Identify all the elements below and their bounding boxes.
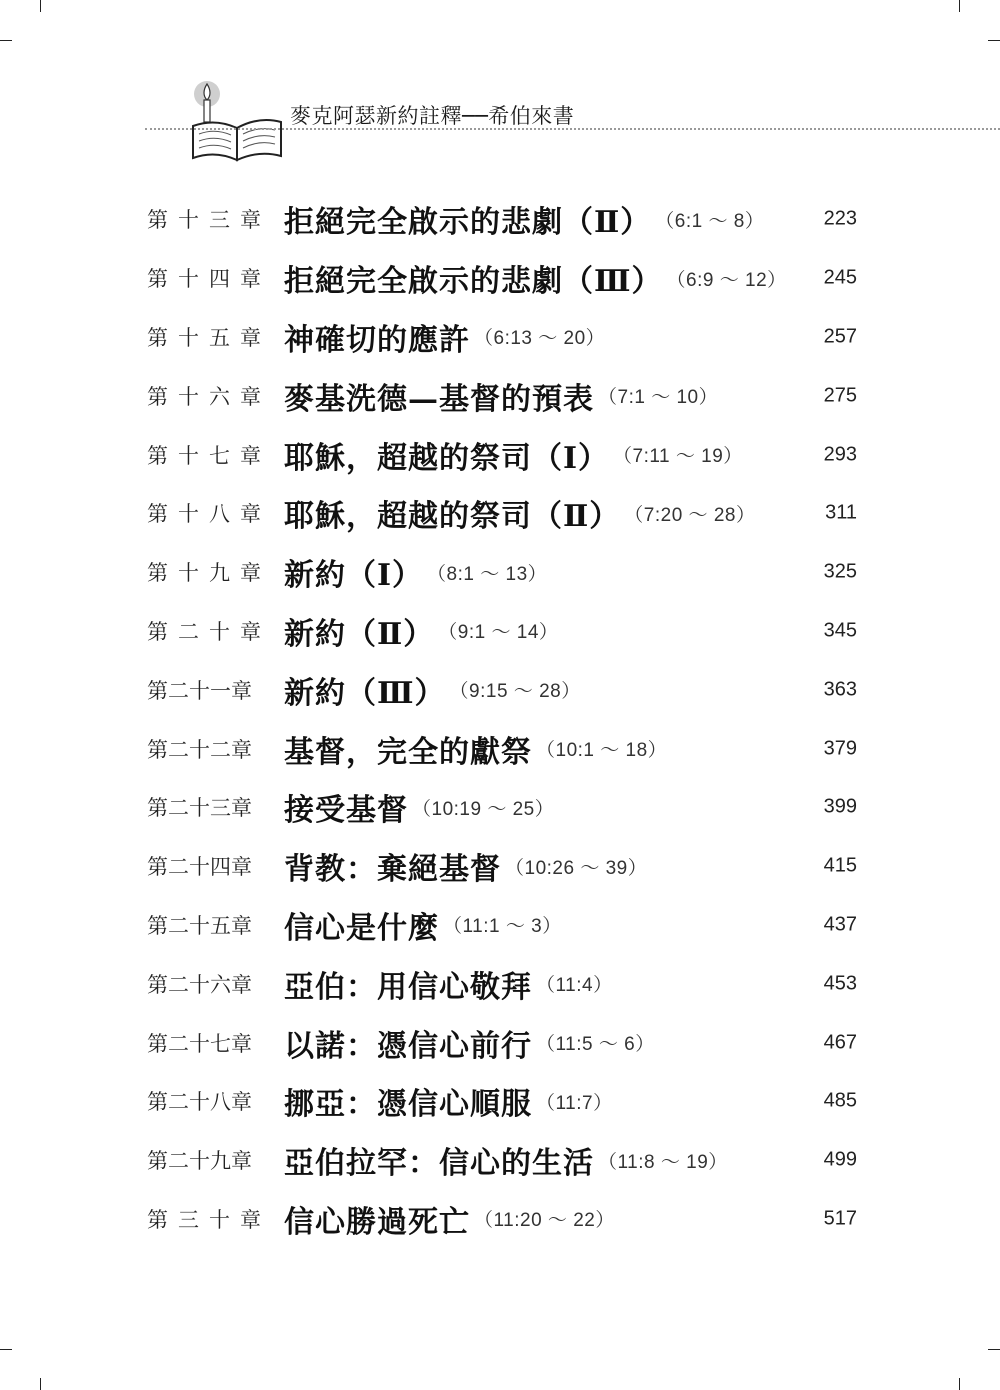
chapter-title: 挪亞：憑信心順服 xyxy=(284,1087,532,1123)
page-number: 275 xyxy=(823,384,857,407)
toc-entry xyxy=(147,249,857,308)
scripture-reference: （11:5 ～ 6） xyxy=(536,1034,655,1056)
chapter-title: 背教：棄絕基督 xyxy=(284,852,501,888)
toc-entry xyxy=(147,660,857,719)
page-number: 517 xyxy=(823,1207,857,1230)
chapter-number: 第二十八章 xyxy=(147,1090,252,1115)
toc-entry xyxy=(147,366,857,425)
chapter-title: 新約（Ⅰ） xyxy=(284,558,424,594)
page-number: 245 xyxy=(823,266,857,289)
chapter-number: 第二十四章 xyxy=(147,855,252,880)
chapter-title: 亞伯拉罕：信心的生活 xyxy=(284,1146,594,1182)
scripture-reference: （9:15 ～ 28） xyxy=(449,681,581,703)
chapter-title: 以諾：憑信心前行 xyxy=(284,1028,532,1064)
scripture-reference: （11:7） xyxy=(536,1092,613,1114)
page-number: 499 xyxy=(823,1148,857,1171)
chapter-title: 拒絕完全啟示的悲劇（Ⅱ） xyxy=(284,205,652,241)
scripture-reference: （10:1 ～ 18） xyxy=(536,740,668,762)
page-number: 467 xyxy=(823,1031,857,1054)
chapter-number: 第二十章 xyxy=(147,619,271,644)
page-number: 257 xyxy=(823,325,857,348)
header-divider xyxy=(145,128,1000,130)
chapter-number: 第二十六章 xyxy=(147,972,252,997)
chapter-number: 第二十三章 xyxy=(147,796,252,821)
chapter-title: 信心勝過死亡 xyxy=(284,1204,470,1240)
crop-mark xyxy=(0,1349,12,1350)
chapter-title: 新約（Ⅱ） xyxy=(284,616,435,652)
crop-mark xyxy=(0,40,12,41)
chapter-number: 第十五章 xyxy=(147,325,271,350)
chapter-number: 第十三章 xyxy=(147,208,271,233)
scripture-reference: （7:11 ～ 19） xyxy=(613,446,743,468)
toc-entry xyxy=(147,837,857,896)
chapter-title: 新約（Ⅲ） xyxy=(284,675,446,711)
toc-entry xyxy=(147,1131,857,1190)
crop-mark xyxy=(988,40,1000,41)
chapter-number: 第十七章 xyxy=(147,443,271,468)
scripture-reference: （10:26 ～ 39） xyxy=(505,857,648,879)
page-number: 325 xyxy=(823,560,857,583)
chapter-number: 第二十九章 xyxy=(147,1149,252,1174)
page-number: 293 xyxy=(823,443,857,466)
toc-entry xyxy=(147,543,857,602)
scripture-reference: （7:20 ～ 28） xyxy=(624,504,756,526)
toc-entry xyxy=(147,602,857,661)
toc-entry xyxy=(147,1190,857,1249)
chapter-number: 第二十七章 xyxy=(147,1031,252,1056)
scripture-reference: （6:9 ～ 12） xyxy=(666,269,787,291)
scripture-reference: （6:1 ～ 8） xyxy=(655,210,765,232)
page-number: 345 xyxy=(823,619,857,642)
chapter-title: 耶穌，超越的祭司（Ⅱ） xyxy=(284,499,621,535)
toc-entry xyxy=(147,719,857,778)
page-number: 363 xyxy=(823,678,857,701)
chapter-title: 麥基洗德—基督的預表 xyxy=(284,381,594,417)
toc-entry xyxy=(147,484,857,543)
scripture-reference: （6:13 ～ 20） xyxy=(474,328,606,350)
page-number: 223 xyxy=(823,207,857,230)
scripture-reference: （11:20 ～ 22） xyxy=(474,1210,615,1232)
scripture-reference: （10:19 ～ 25） xyxy=(412,798,555,820)
chapter-title: 亞伯：用信心敬拜 xyxy=(284,969,532,1005)
toc-entry xyxy=(147,954,857,1013)
chapter-number: 第十四章 xyxy=(147,267,271,292)
scripture-reference: （9:1 ～ 14） xyxy=(438,622,559,644)
toc-entry xyxy=(147,896,857,955)
toc-entry xyxy=(147,425,857,484)
chapter-title: 耶穌，超越的祭司（Ⅰ） xyxy=(284,440,610,476)
chapter-title: 拒絕完全啟示的悲劇（Ⅲ） xyxy=(284,264,663,300)
chapter-title: 基督，完全的獻祭 xyxy=(284,734,532,770)
toc-entry xyxy=(147,1072,857,1131)
crop-mark xyxy=(959,1378,960,1390)
page-number: 399 xyxy=(823,795,857,818)
table-of-contents xyxy=(147,190,857,1248)
page-number: 415 xyxy=(823,854,857,877)
toc-entry xyxy=(147,1013,857,1072)
toc-entry xyxy=(147,778,857,837)
chapter-title: 信心是什麼 xyxy=(284,910,439,946)
running-header xyxy=(145,70,1000,170)
chapter-number: 第二十五章 xyxy=(147,913,252,938)
chapter-number: 第三十章 xyxy=(147,1207,271,1232)
scripture-reference: （11:1 ～ 3） xyxy=(443,916,562,938)
page-number: 379 xyxy=(823,737,857,760)
chapter-number: 第二十一章 xyxy=(147,678,252,703)
scripture-reference: （11:4） xyxy=(536,975,613,997)
header-title: 麥克阿瑟新約註釋──希伯來書 xyxy=(290,104,575,128)
page-number: 485 xyxy=(823,1089,857,1112)
chapter-title: 神確切的應許 xyxy=(284,322,470,358)
page-number: 453 xyxy=(823,972,857,995)
crop-mark xyxy=(988,1349,1000,1350)
chapter-number: 第十六章 xyxy=(147,384,271,409)
scripture-reference: （8:1 ～ 13） xyxy=(427,563,548,585)
open-book-candle-icon xyxy=(185,78,285,164)
scripture-reference: （11:8 ～ 19） xyxy=(598,1151,728,1173)
toc-entry xyxy=(147,190,857,249)
page-number: 311 xyxy=(825,501,857,524)
scripture-reference: （7:1 ～ 10） xyxy=(598,387,719,409)
chapter-title: 接受基督 xyxy=(284,793,408,829)
toc-entry xyxy=(147,308,857,367)
crop-mark xyxy=(40,1378,41,1390)
chapter-number: 第十九章 xyxy=(147,561,271,586)
chapter-number: 第二十二章 xyxy=(147,737,252,762)
page-number: 437 xyxy=(823,913,857,936)
crop-mark xyxy=(40,0,41,12)
crop-mark xyxy=(959,0,960,12)
chapter-number: 第十八章 xyxy=(147,502,271,527)
